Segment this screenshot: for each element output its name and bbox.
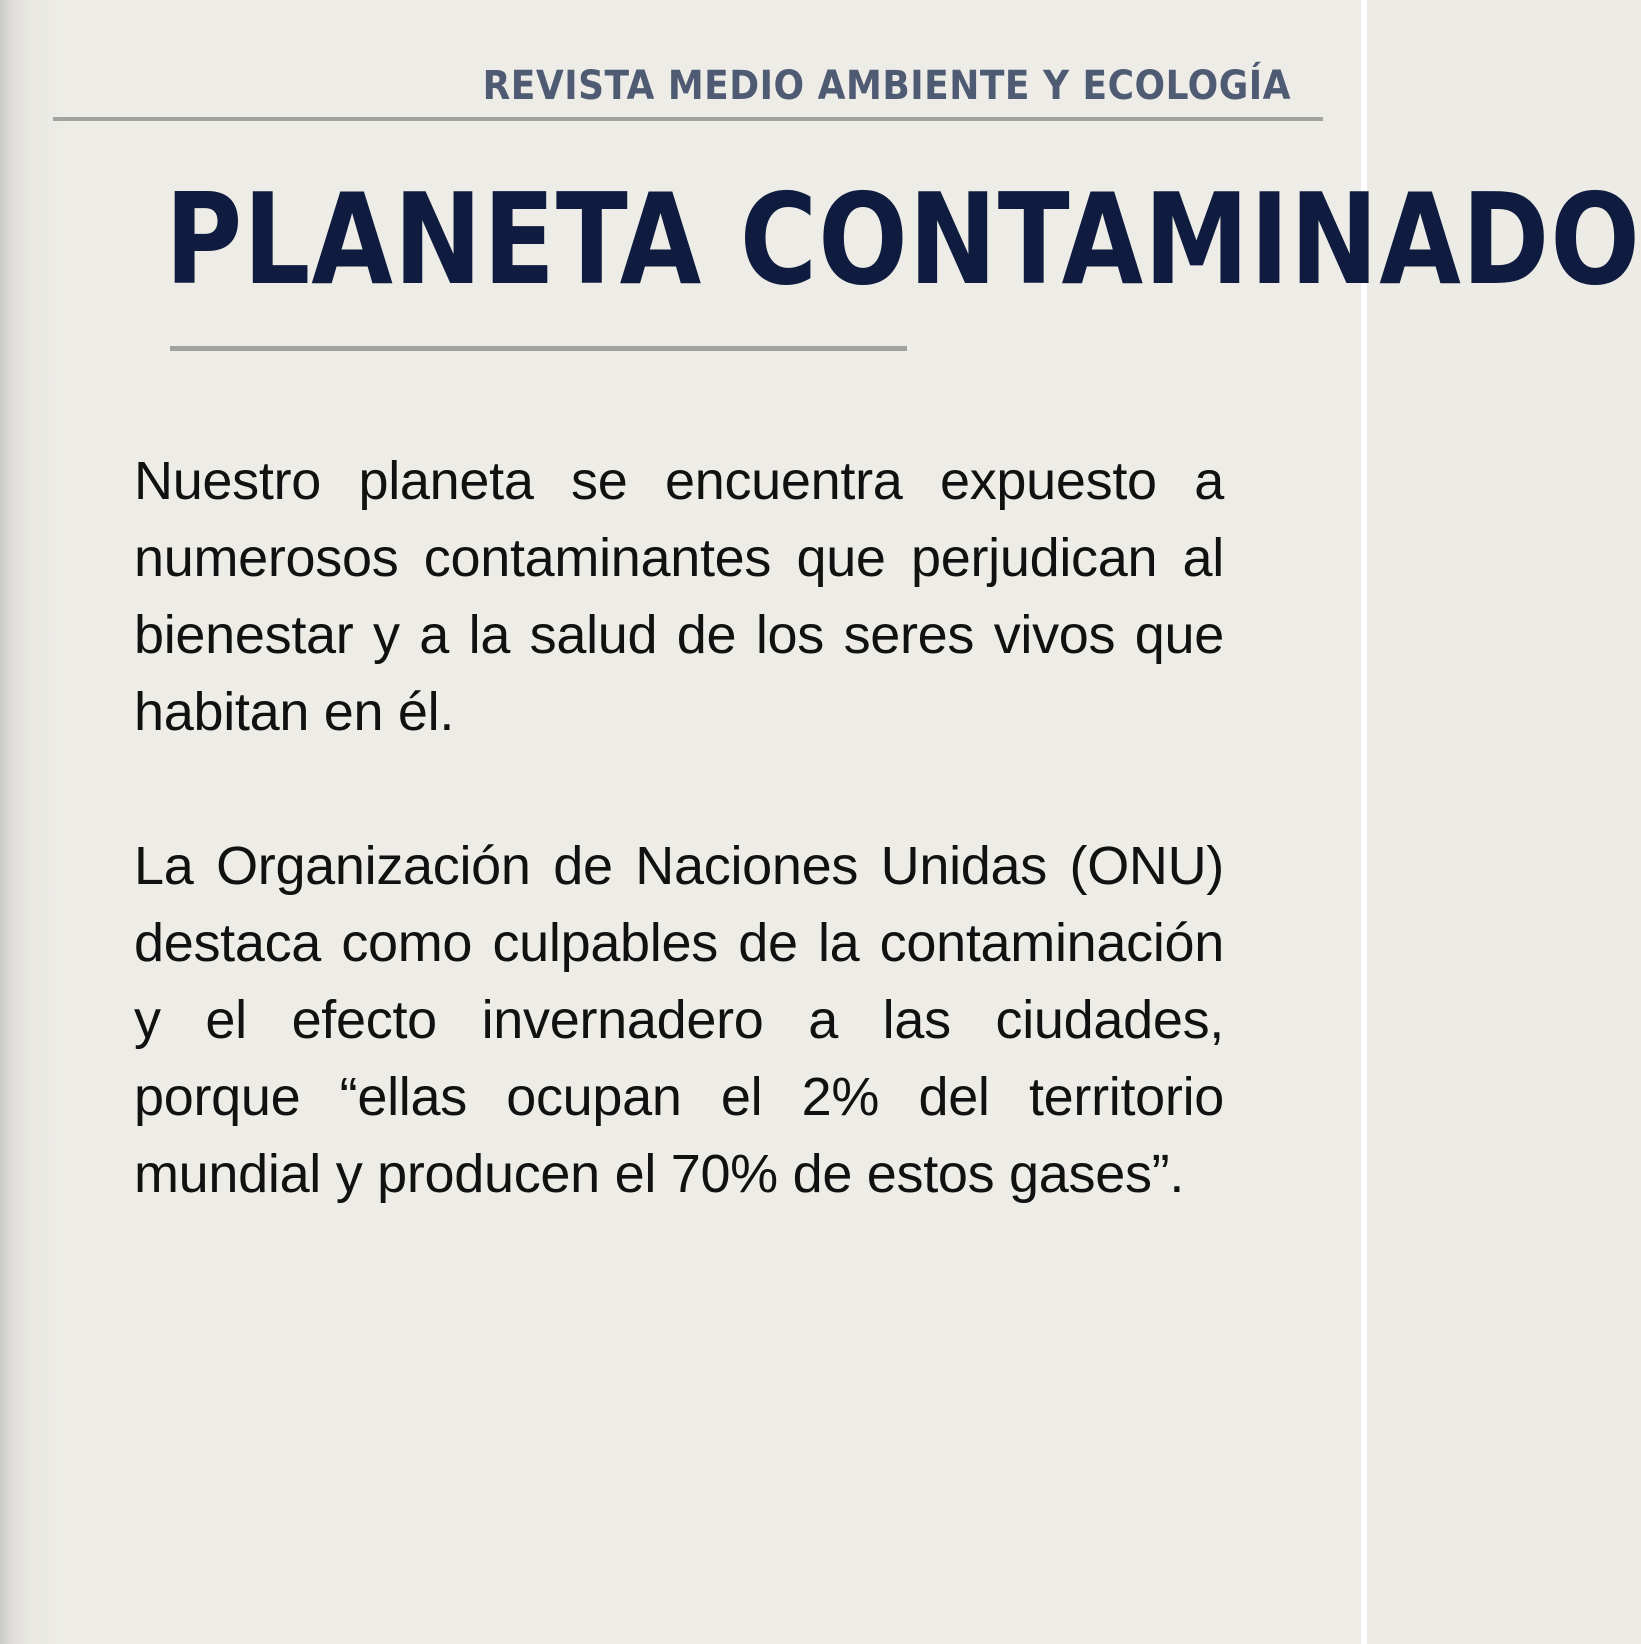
title-divider <box>170 346 907 351</box>
article-paragraph: La Organización de Naciones Unidas (ONU) destaca como culpables de la contaminación y el efecto invernadero a las ciudades, porque “ellas ocupan el 2% del territorio mundial y producen el 70% de estos gases”. <box>134 836 1224 1204</box>
header-divider <box>53 117 1323 121</box>
article-paragraph: Nuestro planeta se encuentra expuesto a numerosos contaminantes que perjudican al bienestar y a la salud de los seres vivos que habitan en él. <box>134 451 1224 742</box>
magazine-name: REVISTA MEDIO AMBIENTE Y ECOLOGÍA <box>482 63 1291 109</box>
article-body <box>134 443 1224 1290</box>
article-title: PLANETA CONTAMINADO <box>165 166 1641 313</box>
